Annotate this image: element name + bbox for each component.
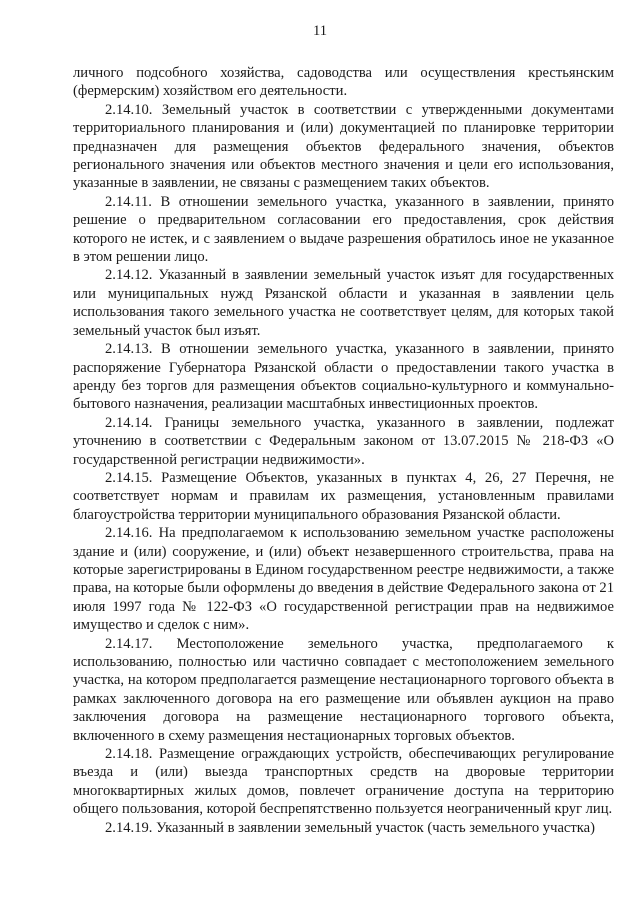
paragraph-2-14-16: 2.14.16. На предполагаемом к использованию земельном участке расположены здание и (или) сооружение, и (или) объект незавершенного строительства, права на которые зарегистрированы в Едином государственном реестре недвижимости, а также права, на которые были оформлены до введения в действие Федерального закона от 21 июля 1997 года № 122-ФЗ «О государственной регистрации прав на недвижимое имущество и сделок с ним». bbox=[73, 525, 614, 634]
paragraph-2-14-13: 2.14.13. В отношении земельного участка, указанного в заявлении, принято распоряжение Губернатора Рязанской области о предоставлении такого участка в аренду без торгов для размещения объектов социально-культурного и коммунально-бытового назначения, реализации масштабных инвестиционных проектов. bbox=[73, 341, 614, 413]
paragraph-2-14-12: 2.14.12. Указанный в заявлении земельный участок изъят для государственных или муниципальных нужд Рязанской области и указанная в заявлении цель использования такого земельного участка не соответствует целям, для которых такой земельный участок был изъят. bbox=[73, 267, 614, 339]
paragraph-2-14-11: 2.14.11. В отношении земельного участка, указанного в заявлении, принято решение о предварительном согласовании его предоставления, срок действия которого не истек, и с заявлением о выдаче разрешения обратилось иное не указанное в этом решении лицо. bbox=[73, 193, 614, 266]
paragraph-continuation: личного подсобного хозяйства, садоводства или осуществления крестьянским (фермерским) хозяйством его деятельности. bbox=[73, 65, 614, 100]
paragraph-2-14-19: 2.14.19. Указанный в заявлении земельный участок (часть земельного участка) bbox=[105, 819, 595, 836]
paragraph-2-14-14: 2.14.14. Границы земельного участка, указанного в заявлении, подлежат уточнению в соответствии с Федеральным законом от 13.07.2015 № 218-ФЗ «О государственной регистрации недвижимости». bbox=[73, 414, 614, 468]
paragraph-2-14-15: 2.14.15. Размещение Объектов, указанных в пунктах 4, 26, 27 Перечня, не соответствует нормам и правилам их размещения, установленным правилами благоустройства территории муниципального образования Рязанской области. bbox=[73, 469, 614, 523]
paragraph-2-14-10: 2.14.10. Земельный участок в соответствии с утвержденными документами территориального планирования и (или) документацией по планировке территории предназначен для размещения объектов федерального значения, объектов регионального значения или объектов местного значения и цели его использования, указанные в заявлении, не связаны с размещением таких объектов. bbox=[73, 101, 614, 192]
paragraph-2-14-18: 2.14.18. Размещение ограждающих устройств, обеспечивающих регулирование въезда и (или) выезда транспортных средств на дворовые территории многоквартирных жилых домов, повлечет ограничение доступа на территорию общего пользования, которой беспрепятственно пользуется неограниченный круг лиц. bbox=[73, 746, 614, 818]
paragraph-2-14-17: 2.14.17. Местоположение земельного участка, предполагаемого к использованию, полностью или частично совпадает с местоположением земельного участка, на котором предполагается размещение нестационарного торгового объекта в рамках заключенного договора на его размещение или объявлен аукцион на право заключения договора на размещение нестационарного торгового объекта, включенного в схему размещения нестационарных торговых объектов. bbox=[73, 635, 614, 744]
page-number: 11 bbox=[312, 23, 328, 39]
document-body bbox=[73, 64, 614, 837]
